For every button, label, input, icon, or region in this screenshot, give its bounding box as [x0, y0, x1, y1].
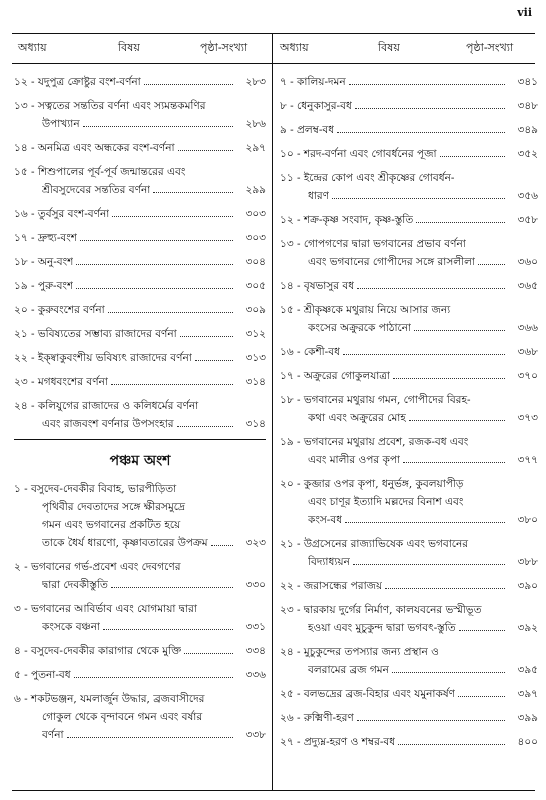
- toc-entry: [280, 301, 538, 337]
- toc-entry-title: তাকে ধৈর্য ধারণো, কৃষ্ণাবতারের উপক্রম: [42, 537, 208, 549]
- toc-entry-title: ৭ - কালিয়-দমন: [280, 76, 346, 88]
- toc-entry: [280, 97, 538, 115]
- toc-entry-page: ৩৭৩: [517, 412, 538, 424]
- leader-dots: [153, 183, 233, 193]
- leader-dots: [478, 255, 505, 265]
- leader-dots: [180, 327, 233, 337]
- toc-entry-page: ৩৫২: [517, 148, 538, 160]
- toc-entry: [14, 301, 266, 319]
- toc-entry-page: ৩৩০: [245, 579, 266, 591]
- toc-entry-title: ৪ - বসুদেব-দেবকীর কারাগার থেকে মুক্তি: [14, 645, 182, 657]
- right-column: [280, 73, 538, 757]
- toc-entry-title: পৃথিবীর দেবতাদের সঙ্গে ক্ষীরসমুদ্রে: [42, 501, 185, 513]
- toc-entry-page: ৩৩৮: [245, 729, 266, 741]
- toc-entry-title: ১৬ - তুর্বসুর বংশ-বর্ণনা: [14, 208, 110, 220]
- toc-entry-page: ৩০৪: [245, 256, 266, 268]
- leader-dots: [76, 255, 233, 265]
- toc-entry: [280, 121, 538, 139]
- toc-entry-title: কংস-বধ: [308, 514, 343, 526]
- leader-dots: [343, 345, 505, 355]
- toc-entry-title: ২৭ - প্রদ্যুম্ন-হরণ ও শম্বর-বধ: [280, 736, 396, 748]
- toc-entry-title: ১২ - শক্র-কৃষ্ণ সংবাদ, কৃষ্ণ-স্তুতি: [280, 214, 414, 226]
- toc-entry: [280, 733, 538, 751]
- leader-dots: [403, 453, 505, 463]
- leader-dots: [112, 207, 233, 217]
- toc-entry: [280, 577, 538, 595]
- toc-entry: [280, 277, 538, 295]
- header-left-subject: বিষয়: [118, 41, 140, 54]
- toc-entry: [280, 367, 538, 385]
- leader-dots: [409, 411, 505, 421]
- toc-entry-page: ৩১২: [245, 328, 266, 340]
- toc-entry-title: ২৩ - মগধবংশের বর্ণনা: [14, 376, 108, 388]
- toc-entry-page: ৩০৩: [245, 232, 266, 244]
- toc-entry-page: ৩৯৯: [517, 712, 538, 724]
- leader-dots: [76, 279, 233, 289]
- toc-entry-title: বিদ্যাধ্যয়ন: [308, 556, 350, 568]
- toc-entry: [280, 601, 538, 637]
- toc-entry-page: ৩৯৭: [517, 688, 538, 700]
- toc-entry: [280, 643, 538, 679]
- toc-entry: [280, 433, 538, 469]
- toc-entry-page: ৩৩৪: [245, 645, 266, 657]
- leader-dots: [393, 369, 505, 379]
- toc-entry: [280, 685, 538, 703]
- toc-entry-page: ৩১৪: [245, 418, 266, 430]
- toc-entry-title: এবং মালীর ওপর কৃপা: [308, 454, 400, 466]
- toc-entry-page: ৩৬৬: [517, 322, 538, 334]
- toc-entry-title: ১৭ - অক্রুরের গোকুলযাত্রা: [280, 370, 391, 382]
- toc-entry-page: ৩৫৬: [517, 190, 538, 202]
- toc-entry-page: ৩০৫: [245, 280, 266, 292]
- header-top-rule: [12, 33, 535, 34]
- left-entry-list-2: [14, 480, 266, 744]
- toc-entry: [280, 235, 538, 271]
- toc-entry-page: ৩৫৮: [517, 214, 538, 226]
- leader-dots: [398, 735, 505, 745]
- toc-entry-title: এবং ভগবানের গোপীদের সঙ্গে রাসলীলা: [308, 256, 475, 268]
- toc-entry-page: ৩৯৫: [517, 664, 538, 676]
- leader-dots: [357, 711, 505, 721]
- toc-entry-page: ৩০৯: [245, 304, 266, 316]
- leader-dots: [332, 189, 505, 199]
- toc-entry-title: ৮ - ধেনুকাসুর-বধ: [280, 100, 352, 112]
- toc-entry: [14, 349, 266, 367]
- leader-dots: [211, 536, 233, 546]
- toc-entry-title: ২৫ - বলভদ্রের ব্রজ-বিহার এবং যমুনাকর্ষণ: [280, 688, 455, 700]
- leader-dots: [184, 644, 233, 654]
- leader-dots: [345, 513, 505, 523]
- toc-entry: [14, 205, 266, 223]
- leader-dots: [459, 621, 505, 631]
- toc-entry-title: ৯ - প্রলম্ব-বধ: [280, 124, 335, 136]
- toc-entry: [280, 343, 538, 361]
- toc-entry-page: ৩৭০: [517, 370, 538, 382]
- leader-dots: [178, 141, 233, 151]
- left-column: [14, 73, 266, 750]
- toc-entry-title: ৬ - শকটভঞ্জন, যমলার্জুন উদ্ধার, ব্রজবাসীদের: [14, 693, 205, 705]
- toc-entry-page: ২৮৩: [245, 76, 266, 88]
- header-right-subject: বিষয়: [378, 41, 400, 54]
- toc-entry-title: ২২ - জরাসন্ধের পরাজয়: [280, 580, 383, 592]
- toc-entry-title: শ্রীবসুদেবের সন্ততির বর্ণনা: [42, 184, 151, 196]
- header-right-chapter: অধ্যায়: [280, 41, 309, 54]
- toc-entry: [280, 211, 538, 229]
- toc-entry: [280, 475, 538, 529]
- toc-entry-title: গমন এবং ভগবানের প্রকটিত হয়ে: [42, 519, 181, 531]
- toc-entry-title: ১ - বসুদেব-দেবকীর বিবাহ, ভারপীড়িতা: [14, 483, 177, 495]
- leader-dots: [74, 668, 233, 678]
- toc-entry: [14, 690, 266, 744]
- toc-entry: [14, 600, 266, 636]
- toc-entry-title: ১৩ - সত্বতের সন্ততির বর্ণনা এবং স্যমন্তকমণির: [14, 100, 206, 112]
- toc-entry-title: ১০ - শরদ-বর্ণনা এবং গোবর্ধনের পূজা: [280, 148, 437, 160]
- toc-entry: [280, 145, 538, 163]
- toc-entry-title: ২ - ভগবানের গর্ভ-প্রবেশ এবং দেবগণের: [14, 561, 181, 573]
- toc-entry-page: ৩৯২: [517, 622, 538, 634]
- toc-entry: [14, 480, 266, 552]
- toc-entry-page: ৩৪৮: [517, 100, 538, 112]
- toc-entry-page: ৩১৩: [245, 352, 266, 364]
- leader-dots: [108, 303, 233, 313]
- header-left-page: পৃষ্ঠা-সংখ্যা: [200, 41, 248, 54]
- toc-entry-title: ১৪ - বৃষভাসুর বধ: [280, 280, 355, 292]
- toc-entry: [14, 163, 266, 199]
- toc-entry-page: ৩৪৯: [517, 124, 538, 136]
- section-title: পঞ্চম অংশ: [109, 453, 171, 469]
- leader-dots: [458, 687, 505, 697]
- toc-entry: [14, 397, 266, 433]
- toc-entry-page: ২৯৭: [245, 142, 266, 154]
- toc-entry-title: ১৮ - অনু-বংশ: [14, 256, 74, 268]
- toc-entry-title: ২৪ - মুচুকুন্দের তপস্যার জন্য প্রস্থান ও: [280, 646, 439, 658]
- toc-entry-title: ৫ - পুতনা-বধ: [14, 669, 71, 681]
- toc-entry-page: ২৯৯: [245, 184, 266, 196]
- toc-entry-page: ৩৯০: [517, 580, 538, 592]
- toc-entry: [14, 97, 266, 133]
- toc-entry-title: ১৭ - দ্রুহ্যু-বংশ: [14, 232, 77, 244]
- header-right-page: পৃষ্ঠা-সংখ্যা: [466, 41, 514, 54]
- toc-entry-title: কংসের অক্রুরকে পাঠানো: [308, 322, 412, 334]
- leader-dots: [349, 75, 505, 85]
- toc-entry-title: এবং রাজবংশ বর্ণনার উপসংহার: [42, 418, 174, 430]
- toc-entry-page: ৩৬৫: [517, 280, 538, 292]
- toc-entry-title: হওয়া এবং মুচুকুন্দ দ্বারা ভগবৎ-স্তুতি: [308, 622, 456, 634]
- toc-entry: [14, 666, 266, 684]
- toc-entry-title: ধারণ: [308, 190, 330, 202]
- toc-entry-page: ৩৬০: [517, 256, 538, 268]
- toc-entry-title: কথা এবং অক্রুরের মোহ: [308, 412, 406, 424]
- leader-dots: [416, 213, 505, 223]
- toc-entry-title: গোকুল থেকে বৃন্দাবনে গমন এবং বর্ষার: [42, 711, 203, 723]
- toc-entry: [280, 391, 538, 427]
- toc-entry-title: ১৪ - অনমিত্র এবং অন্ধকের বংশ-বর্ণনা: [14, 142, 175, 154]
- toc-entry-title: ২৪ - কলিযুগের রাজাদের ও কলিধর্মের বর্ণনা: [14, 400, 199, 412]
- toc-entry-page: ৩৪১: [517, 76, 538, 88]
- toc-entry-title: ১৮ - ভগবানের মথুরায় গমন, গোপীদের বিরহ-: [280, 394, 471, 406]
- toc-entry-title: ২৩ - দ্বারকায় দুর্গের নির্মাণ, কালযবনের ভস্মীভূত: [280, 604, 482, 616]
- toc-entry-title: দ্বারা দেবকীস্তুতি: [42, 579, 108, 591]
- toc-entry-page: ৩৩৬: [245, 669, 266, 681]
- toc-entry: [14, 558, 266, 594]
- toc-entry-page: ৩২৩: [245, 537, 266, 549]
- toc-entry-page: ৩৭৭: [517, 454, 538, 466]
- toc-entry-title: কংসকে বঞ্চনা: [42, 621, 101, 633]
- toc-entry: [280, 535, 538, 571]
- toc-entry-page: ৩৬৮: [517, 346, 538, 358]
- toc-entry-title: ২০ - কুব্জার ওপর কৃপা, ধনুর্ভঙ্গ, কুবলয়াপীড়: [280, 478, 464, 490]
- header-left-chapter: অধ্যায়: [18, 41, 47, 54]
- toc-entry-title: ২১ - উগ্রসেনের রাজ্যাভিষেক এবং ভগবানের: [280, 538, 469, 550]
- leader-dots: [414, 321, 505, 331]
- toc-entry: [14, 277, 266, 295]
- toc-entry: [14, 642, 266, 660]
- toc-entry-title: ১১ - ইন্দ্রের কোপ এবং শ্রীকৃষ্ণের গোবর্ধন-: [280, 172, 455, 184]
- leader-dots: [440, 147, 505, 157]
- leader-dots: [103, 620, 233, 630]
- toc-entry-title: ২২ - ইক্ষ্বাকুবংশীয় ভবিষ্যৎ রাজাদের বর্ণনা: [14, 352, 192, 364]
- leader-dots: [392, 663, 505, 673]
- toc-entry: [14, 373, 266, 391]
- leader-dots: [144, 75, 233, 85]
- toc-entry-title: ১৯ - পুরু-বংশ: [14, 280, 74, 292]
- leader-dots: [111, 375, 233, 385]
- toc-entry-page: ২৮৬: [245, 118, 266, 130]
- leader-dots: [83, 117, 233, 127]
- toc-entry-page: ৩০৩: [245, 208, 266, 220]
- toc-entry-title: বলরামের ব্রজ গমন: [308, 664, 389, 676]
- toc-entry-title: ২৬ - রুক্মিণী-হরণ: [280, 712, 354, 724]
- leader-dots: [353, 555, 505, 565]
- toc-entry: [14, 325, 266, 343]
- toc-entry-page: ৩৮০: [517, 514, 538, 526]
- toc-entry: [14, 253, 266, 271]
- toc-entry-title: উপাখ্যান: [42, 118, 80, 130]
- leader-dots: [195, 351, 233, 361]
- leader-dots: [111, 578, 233, 588]
- column-divider: [272, 33, 273, 790]
- toc-entry-page: ৩৩১: [245, 621, 266, 633]
- leader-dots: [357, 279, 505, 289]
- toc-entry-page: ৩৮৮: [517, 556, 538, 568]
- leader-dots: [385, 579, 505, 589]
- toc-entry: [280, 709, 538, 727]
- leader-dots: [337, 123, 505, 133]
- toc-entry: [280, 169, 538, 205]
- toc-entry-title: ১৩ - গোপগণের দ্বারা ভগবানের প্রভাব বর্ণনা: [280, 238, 466, 250]
- toc-entry-title: ১৬ - কেশী-বধ: [280, 346, 340, 358]
- right-entry-list: [280, 73, 538, 751]
- toc-entry: [14, 139, 266, 157]
- section-rule: [14, 439, 266, 440]
- header-bottom-rule: [12, 63, 535, 64]
- leader-dots: [67, 728, 233, 738]
- toc-entry-page: ৪০০: [517, 736, 538, 748]
- toc-entry-title: ২১ - ভবিষ্যতের সম্ভাব্য রাজাদের বর্ণনা: [14, 328, 177, 340]
- toc-entry-title: ১২ - যদুপুত্র ক্রোষ্টুর বংশ-বর্ণনা: [14, 76, 141, 88]
- footer-rule: [12, 790, 535, 791]
- toc-entry: [280, 73, 538, 91]
- leader-dots: [355, 99, 505, 109]
- left-entry-list: [14, 73, 266, 433]
- leader-dots: [80, 231, 233, 241]
- toc-entry-page: ৩১৪: [245, 376, 266, 388]
- toc-entry: [14, 229, 266, 247]
- toc-entry-title: ১৫ - শিশুপালের পূর্ব-পূর্ব জন্মান্তরের এবং: [14, 166, 186, 178]
- toc-entry-title: ১৯ - ভগবানের মথুরায় প্রবেশ, রজক-বধ এবং: [280, 436, 469, 448]
- leader-dots: [177, 417, 233, 427]
- toc-entry-title: ৩ - ভগবানের আবির্ভাব এবং যোগমায়া দ্বারা: [14, 603, 197, 615]
- toc-entry-title: ২০ - কুরুবংশের বর্ণনা: [14, 304, 105, 316]
- toc-entry-title: এবং চাণূর ইত্যাদি মল্লদের বিনাশ এবং: [308, 496, 464, 508]
- toc-entry-title: ১৫ - শ্রীকৃষ্ণকে মথুরায় নিয়ে আসার জন্য: [280, 304, 451, 316]
- toc-entry-title: বর্ণনা: [42, 729, 64, 741]
- toc-entry: [14, 73, 266, 91]
- page-number: vii: [517, 6, 532, 19]
